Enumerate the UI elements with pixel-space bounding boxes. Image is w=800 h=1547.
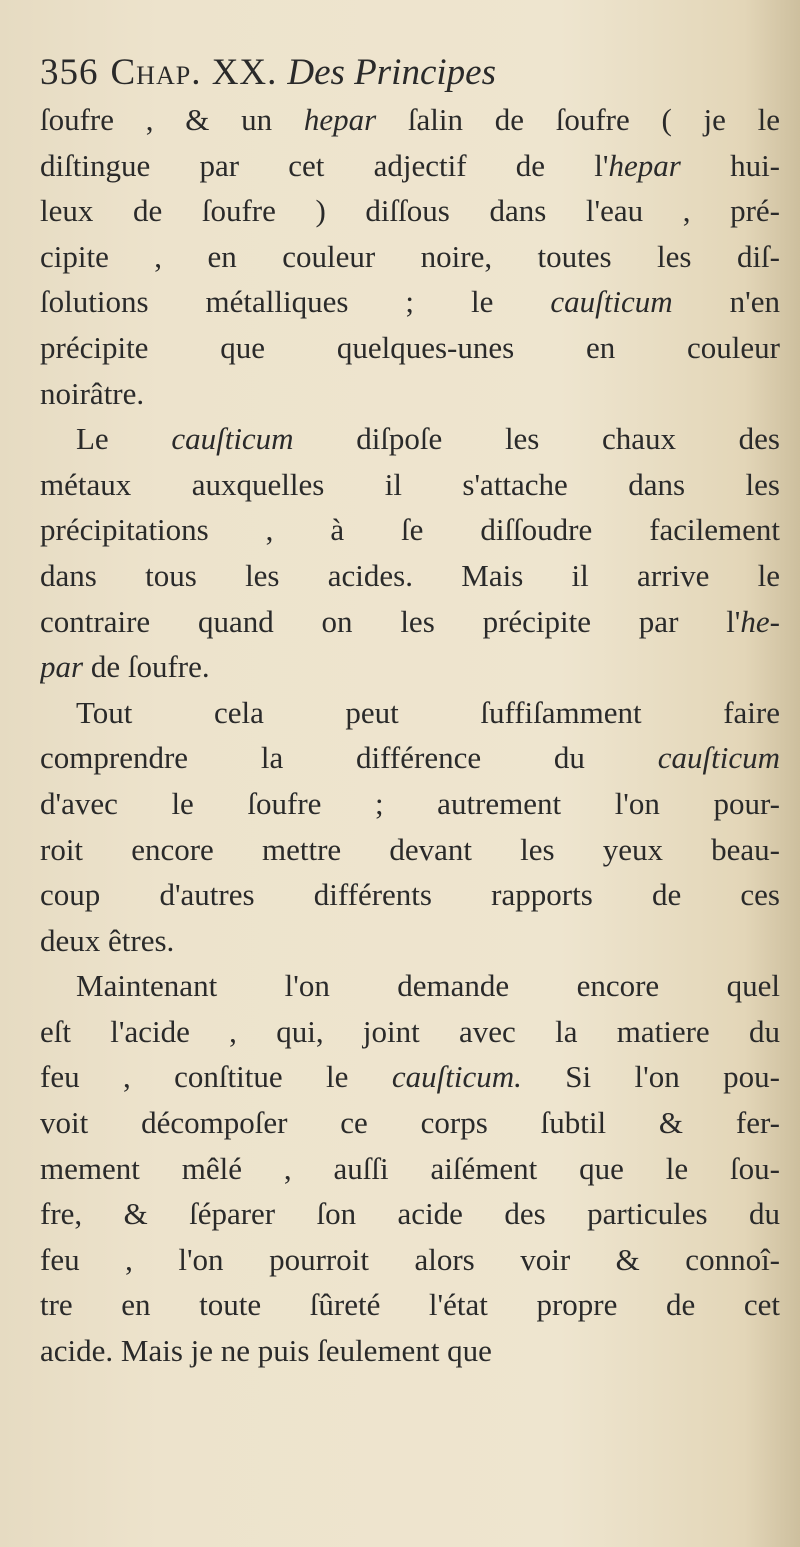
- italic-term: he-: [740, 603, 780, 639]
- text-line: [40, 827, 780, 873]
- text-run: comprendre la différence du: [40, 740, 658, 776]
- text-run: dans tous les acides. Mais il arrive le: [40, 557, 780, 593]
- italic-term: hepar: [303, 102, 377, 137]
- text-line: [40, 1282, 780, 1328]
- text-run: feu , conſtitue le: [40, 1059, 392, 1095]
- text-line: [40, 325, 780, 371]
- text-line: [40, 781, 780, 827]
- italic-term: cauſticum: [550, 284, 673, 320]
- text-run: de ſoufre.: [83, 649, 210, 685]
- text-run: Maintenant l'on demande encore quel: [76, 968, 780, 1004]
- text-run: Si l'on pou-: [521, 1059, 780, 1095]
- text-run: voit décompoſer ce corps ſubtil & fer-: [40, 1105, 780, 1141]
- text-run: fre, & ſéparer ſon acide des particules du: [40, 1196, 780, 1232]
- italic-term: hepar: [608, 147, 681, 183]
- text-run: métaux auxquelles il s'attache dans les: [40, 466, 780, 502]
- text-run: hui-: [680, 147, 780, 183]
- text-line: [40, 963, 780, 1009]
- text-run: n'en: [672, 284, 780, 320]
- text-line: [40, 872, 780, 918]
- text-line: [40, 371, 780, 417]
- body-text: [40, 97, 780, 1374]
- text-run: diſpoſe les chaux des: [293, 421, 780, 457]
- text-line: [40, 416, 780, 462]
- italic-term: par: [40, 649, 84, 685]
- text-run: ſoufre , & un: [40, 102, 304, 137]
- text-run: feu , l'on pourroit alors voir & connoî-: [40, 1241, 780, 1277]
- text-line: [40, 1237, 780, 1283]
- running-header: [40, 48, 780, 98]
- text-run: noirâtre.: [40, 375, 145, 411]
- text-line: [40, 918, 780, 964]
- text-line: [40, 1054, 780, 1100]
- text-line: [40, 462, 780, 508]
- text-run: coup d'autres différents rapports de ces: [40, 877, 780, 913]
- text-run: leux de ſoufre ) diſſous dans l'eau , pré-: [40, 193, 780, 229]
- italic-term: cauſticum.: [391, 1059, 522, 1095]
- italic-term: cauſticum: [657, 740, 780, 776]
- text-run: mement mêlé , auſſi aiſément que le ſou-: [40, 1150, 780, 1186]
- text-line: [40, 97, 780, 143]
- text-run: eſt l'acide , qui, joint avec la matiere du: [40, 1013, 780, 1049]
- text-line: [40, 1100, 780, 1146]
- text-line: [40, 735, 780, 781]
- text-line: [40, 279, 780, 325]
- text-line: [40, 1146, 780, 1192]
- text-line: [40, 234, 780, 280]
- text-run: précipitations , à ſe diſſoudre facilement: [40, 512, 780, 548]
- text-line: [40, 143, 780, 189]
- text-run: deux êtres.: [40, 922, 175, 958]
- text-line: [40, 1009, 780, 1055]
- text-run: diſtingue par cet adjectif de l': [40, 147, 609, 183]
- text-run: acide. Mais je ne puis ſeulement que: [40, 1333, 492, 1369]
- text-run: Le: [76, 421, 172, 457]
- text-run: ſalin de ſoufre ( je le: [376, 102, 780, 137]
- text-line: [40, 507, 780, 553]
- text-line: [40, 1191, 780, 1237]
- italic-term: cauſticum: [171, 421, 294, 457]
- text-line: [40, 1328, 780, 1374]
- text-run: précipite que quelques-unes en couleur: [40, 329, 780, 365]
- text-line: [40, 553, 780, 599]
- text-line: [40, 188, 780, 234]
- text-run: roit encore mettre devant les yeux beau-: [40, 831, 780, 867]
- text-run: tre en toute ſûreté l'état propre de cet: [40, 1287, 780, 1323]
- text-line: [40, 690, 780, 736]
- text-run: d'avec le ſoufre ; autrement l'on pour-: [40, 785, 780, 821]
- chapter-label: Chap. XX.: [110, 52, 278, 93]
- text-line: [40, 599, 780, 645]
- text-run: ſolutions métalliques ; le: [40, 284, 551, 320]
- text-line: [40, 644, 780, 690]
- text-run: cipite , en couleur noire, toutes les diſ-: [40, 238, 780, 274]
- chapter-title: Des Principes: [287, 52, 496, 93]
- text-run: contraire quand on les précipite par l': [40, 603, 741, 639]
- page-number: 356: [40, 52, 99, 93]
- text-run: Tout cela peut ſuffiſamment faire: [76, 694, 780, 730]
